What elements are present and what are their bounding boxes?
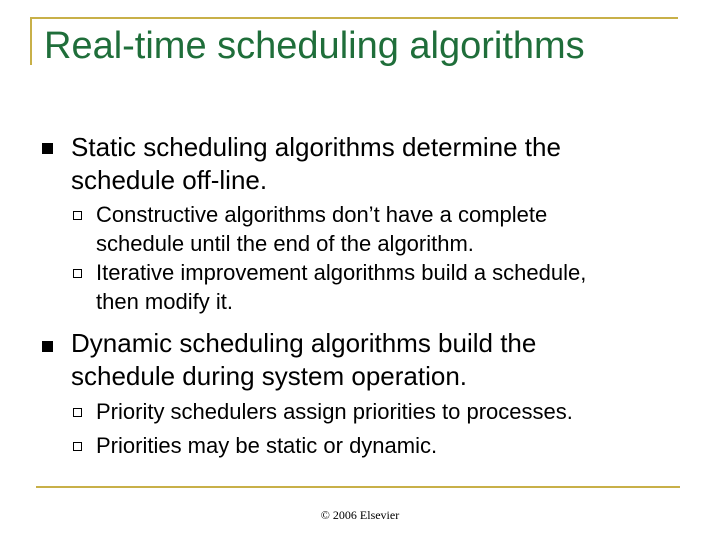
sub-bullet-2-1-line-1: Priority schedulers assign priorities to processes.	[96, 399, 573, 424]
sub-bullet-1-1-text	[96, 200, 696, 258]
sub-bullet-box-icon	[73, 442, 82, 451]
bullet-2-line-1: Dynamic scheduling algorithms build the	[71, 328, 537, 358]
sub-bullet-box-icon	[73, 408, 82, 417]
sub-bullet-1-2-text	[96, 258, 696, 316]
bullet-1-text	[71, 131, 671, 197]
title-frame-left-line	[30, 17, 32, 65]
sub-bullet-2-1-text	[96, 397, 696, 426]
footer-divider	[36, 486, 680, 488]
footer-copyright: © 2006 Elsevier	[320, 508, 400, 522]
title-frame-top-line	[30, 17, 678, 19]
bullet-1-line-1: Static scheduling algorithms determine the	[71, 132, 561, 162]
bullet-2-text	[71, 327, 671, 393]
slide-title: Real-time scheduling algorithms	[44, 25, 585, 67]
bullet-2-line-2: schedule during system operation.	[71, 361, 468, 391]
sub-bullet-1-2-line-2: then modify it.	[96, 289, 233, 314]
bullet-square-icon	[42, 143, 53, 154]
sub-bullet-1-1-line-1: Constructive algorithms don’t have a complete	[96, 202, 548, 227]
sub-bullet-1-1-line-2: schedule until the end of the algorithm.	[96, 231, 474, 256]
sub-bullet-box-icon	[73, 211, 82, 220]
bullet-square-icon	[42, 341, 53, 352]
bullet-1-line-2: schedule off-line.	[71, 165, 268, 195]
sub-bullet-2-2-line-1: Priorities may be static or dynamic.	[96, 433, 438, 458]
sub-bullet-2-2-text	[96, 431, 696, 460]
sub-bullet-1-2-line-1: Iterative improvement algorithms build a schedule,	[96, 260, 587, 285]
sub-bullet-box-icon	[73, 269, 82, 278]
